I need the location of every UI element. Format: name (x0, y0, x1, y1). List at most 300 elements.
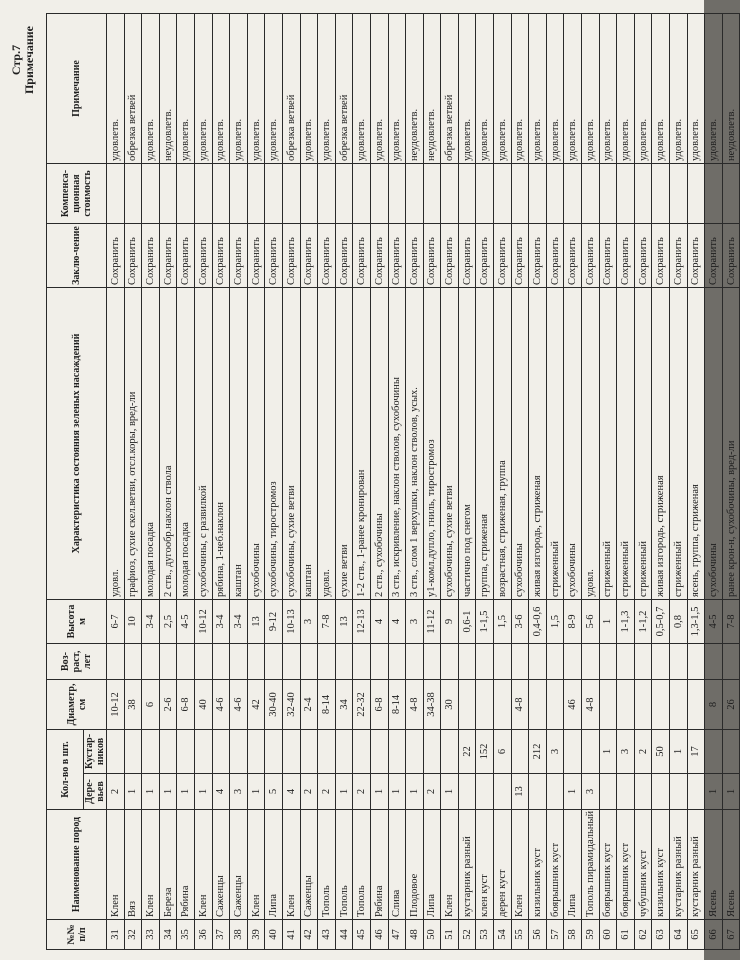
row-characteristic: у1-комл.дупло, гниль, тиростромоз (423, 288, 441, 600)
row-trees: 2 (423, 774, 441, 810)
table-row (705, 14, 723, 950)
row-compensation (652, 164, 670, 224)
row-conclusion: Сохранить (529, 224, 547, 288)
row-height: 8-9 (564, 600, 582, 644)
row-trees: 3 (230, 774, 248, 810)
row-shrubs: 212 (529, 730, 547, 774)
table-row (265, 14, 283, 950)
row-name: Клен (247, 810, 265, 920)
row-num: 35 (177, 920, 195, 950)
row-height: 1,3-1,5 (687, 600, 705, 644)
row-shrubs: 152 (476, 730, 494, 774)
row-compensation (107, 164, 125, 224)
row-trees (546, 774, 564, 810)
table-row (617, 14, 635, 950)
row-age (230, 644, 248, 680)
row-num: 33 (142, 920, 160, 950)
row-trees: 1 (335, 774, 353, 810)
row-note: удовлетв. (194, 14, 212, 164)
row-note: удовлетв. (599, 14, 617, 164)
row-age (124, 644, 142, 680)
table-row (564, 14, 582, 950)
row-shrubs (511, 730, 529, 774)
row-age (582, 644, 600, 680)
row-num: 40 (265, 920, 283, 950)
row-compensation (212, 164, 230, 224)
row-trees (599, 774, 617, 810)
row-diameter: 46 (564, 680, 582, 730)
table-row (546, 14, 564, 950)
row-compensation (546, 164, 564, 224)
row-height: 1-1,2 (634, 600, 652, 644)
row-note: удовлетв. (564, 14, 582, 164)
row-trees: 1 (159, 774, 177, 810)
row-note: удовлетв. (582, 14, 600, 164)
row-characteristic: ясень, группа, стриженая (687, 288, 705, 600)
row-age (370, 644, 388, 680)
row-conclusion: Сохранить (142, 224, 160, 288)
row-diameter (617, 680, 635, 730)
row-height: 2,5 (159, 600, 177, 644)
row-name: Клен (142, 810, 160, 920)
row-height: 1,5 (546, 600, 564, 644)
row-conclusion: Сохранить (318, 224, 336, 288)
row-num: 66 (705, 920, 723, 950)
row-trees: 5 (265, 774, 283, 810)
row-trees: 1 (564, 774, 582, 810)
row-height: 7-8 (722, 600, 740, 644)
row-conclusion: Сохранить (212, 224, 230, 288)
row-conclusion: Сохранить (722, 224, 740, 288)
row-age (423, 644, 441, 680)
row-age (705, 644, 723, 680)
row-characteristic: 2 ств., сухобочины (370, 288, 388, 600)
row-age (441, 644, 459, 680)
row-height: 11-12 (423, 600, 441, 644)
row-characteristic: 3 ств., слом 1 верхушки, наклон стволов, усых. (406, 288, 424, 600)
header-conclusion: Заклю-чение (47, 224, 107, 288)
row-conclusion: Сохранить (705, 224, 723, 288)
row-diameter (458, 680, 476, 730)
row-trees: 2 (300, 774, 318, 810)
row-num: 31 (107, 920, 125, 950)
row-characteristic: сухобочины, тиростромоз (265, 288, 283, 600)
row-conclusion: Сохранить (282, 224, 300, 288)
row-compensation (247, 164, 265, 224)
row-diameter: 30 (441, 680, 459, 730)
table-row (107, 14, 125, 950)
row-conclusion: Сохранить (177, 224, 195, 288)
row-diameter: 42 (247, 680, 265, 730)
row-age (529, 644, 547, 680)
row-note: удовлетв. (318, 14, 336, 164)
row-height: 3 (406, 600, 424, 644)
row-trees: 3 (582, 774, 600, 810)
header-age: Воз-раст, лет (47, 644, 107, 680)
row-conclusion: Сохранить (634, 224, 652, 288)
table-row (687, 14, 705, 950)
row-shrubs (212, 730, 230, 774)
row-num: 67 (722, 920, 740, 950)
row-conclusion: Сохранить (511, 224, 529, 288)
row-age (212, 644, 230, 680)
row-name: Плодовое (406, 810, 424, 920)
header-height: Высота м (47, 600, 107, 644)
row-num: 32 (124, 920, 142, 950)
row-name: кустарник разный (687, 810, 705, 920)
row-compensation (230, 164, 248, 224)
row-height: 1,5 (494, 600, 512, 644)
row-conclusion: Сохранить (582, 224, 600, 288)
row-name: Клен (511, 810, 529, 920)
row-diameter: 32-40 (282, 680, 300, 730)
table-row (159, 14, 177, 950)
table-row (142, 14, 160, 950)
row-diameter: 40 (194, 680, 212, 730)
row-note: неудовлетв. (159, 14, 177, 164)
row-trees: 1 (705, 774, 723, 810)
table-row (511, 14, 529, 950)
row-num: 57 (546, 920, 564, 950)
row-diameter: 4-8 (406, 680, 424, 730)
header-note: Примечание (47, 14, 107, 164)
row-age (564, 644, 582, 680)
row-shrubs (107, 730, 125, 774)
row-name: Тополь (335, 810, 353, 920)
row-characteristic: стриженный (670, 288, 688, 600)
row-conclusion: Сохранить (441, 224, 459, 288)
row-trees: 1 (177, 774, 195, 810)
header-trees: Дере-вьев (84, 774, 107, 810)
row-conclusion: Сохранить (423, 224, 441, 288)
row-compensation (687, 164, 705, 224)
row-num: 48 (406, 920, 424, 950)
row-age (458, 644, 476, 680)
row-height: 1-1,3 (617, 600, 635, 644)
row-age (722, 644, 740, 680)
row-note: удовлетв. (212, 14, 230, 164)
row-shrubs (142, 730, 160, 774)
row-characteristic: удовл. (107, 288, 125, 600)
row-trees: 4 (282, 774, 300, 810)
row-shrubs (318, 730, 336, 774)
row-name: Береза (159, 810, 177, 920)
table-row (476, 14, 494, 950)
row-height: 0,5-0,7 (652, 600, 670, 644)
row-trees (634, 774, 652, 810)
table-row (441, 14, 459, 950)
row-characteristic: 2 ств., дугообр.наклон ствола (159, 288, 177, 600)
row-height: 6-7 (107, 600, 125, 644)
row-characteristic: сухобочины, с развилкой (194, 288, 212, 600)
row-compensation (353, 164, 371, 224)
row-height: 10-12 (194, 600, 212, 644)
row-compensation (124, 164, 142, 224)
row-age (687, 644, 705, 680)
row-trees (529, 774, 547, 810)
row-name: Рябина (370, 810, 388, 920)
row-characteristic: каштан (300, 288, 318, 600)
row-note: удовлетв. (529, 14, 547, 164)
row-note: обрезка ветвей (441, 14, 459, 164)
row-characteristic: каштан (230, 288, 248, 600)
table-row (318, 14, 336, 950)
row-height: 3 (300, 600, 318, 644)
row-trees (494, 774, 512, 810)
row-num: 36 (194, 920, 212, 950)
row-note: удовлетв. (476, 14, 494, 164)
row-num: 53 (476, 920, 494, 950)
row-name: Саженцы (230, 810, 248, 920)
row-shrubs: 3 (546, 730, 564, 774)
row-conclusion: Сохранить (335, 224, 353, 288)
row-shrubs (722, 730, 740, 774)
row-height: 0,6-1 (458, 600, 476, 644)
row-age (634, 644, 652, 680)
row-trees: 1 (388, 774, 406, 810)
row-note: удовлетв. (546, 14, 564, 164)
row-compensation (441, 164, 459, 224)
row-height: 12-13 (353, 600, 371, 644)
row-name: Липа (423, 810, 441, 920)
row-note: удовлетв. (670, 14, 688, 164)
row-name: Клен (282, 810, 300, 920)
row-diameter: 6-8 (370, 680, 388, 730)
row-diameter: 8-14 (318, 680, 336, 730)
row-age (335, 644, 353, 680)
row-diameter (652, 680, 670, 730)
row-characteristic: группа, стриженая (476, 288, 494, 600)
row-age (476, 644, 494, 680)
row-shrubs (406, 730, 424, 774)
row-height: 0,8 (670, 600, 688, 644)
row-shrubs (194, 730, 212, 774)
row-height: 0,4-0,6 (529, 600, 547, 644)
row-characteristic: ранее крон-н, сухобочины, вред-ли (722, 288, 740, 600)
row-num: 64 (670, 920, 688, 950)
row-note: удовлетв. (247, 14, 265, 164)
table-body (107, 14, 740, 950)
row-characteristic: сухобочины (247, 288, 265, 600)
row-diameter: 4-6 (212, 680, 230, 730)
row-name: кустарник разный (458, 810, 476, 920)
row-trees: 1 (194, 774, 212, 810)
row-conclusion: Сохранить (599, 224, 617, 288)
row-compensation (282, 164, 300, 224)
row-compensation (300, 164, 318, 224)
table-row (406, 14, 424, 950)
row-conclusion: Сохранить (687, 224, 705, 288)
row-shrubs (564, 730, 582, 774)
row-name: Вяз (124, 810, 142, 920)
row-name: боярышник куст (599, 810, 617, 920)
row-conclusion: Сохранить (265, 224, 283, 288)
row-height: 4-5 (705, 600, 723, 644)
row-num: 47 (388, 920, 406, 950)
row-num: 59 (582, 920, 600, 950)
row-trees: 1 (247, 774, 265, 810)
row-conclusion: Сохранить (159, 224, 177, 288)
row-conclusion: Сохранить (670, 224, 688, 288)
row-trees: 1 (441, 774, 459, 810)
row-name: Клен (107, 810, 125, 920)
row-diameter: 30-40 (265, 680, 283, 730)
row-height: 4 (388, 600, 406, 644)
row-trees (652, 774, 670, 810)
row-diameter: 38 (124, 680, 142, 730)
table-row (124, 14, 142, 950)
row-age (388, 644, 406, 680)
row-trees: 2 (353, 774, 371, 810)
row-num: 62 (634, 920, 652, 950)
row-height: 3-4 (142, 600, 160, 644)
row-height: 4-5 (177, 600, 195, 644)
row-note: неудовлетв. (423, 14, 441, 164)
row-compensation (194, 164, 212, 224)
row-age (265, 644, 283, 680)
page-number: Стр.7 (9, 44, 23, 76)
row-num: 51 (441, 920, 459, 950)
header-num: №№ п/п (47, 920, 107, 950)
row-age (247, 644, 265, 680)
row-shrubs: 6 (494, 730, 512, 774)
row-compensation (265, 164, 283, 224)
row-num: 52 (458, 920, 476, 950)
row-age (142, 644, 160, 680)
row-compensation (617, 164, 635, 224)
row-age (282, 644, 300, 680)
row-characteristic: молодая посадка (142, 288, 160, 600)
row-compensation (142, 164, 160, 224)
row-note: удовлетв. (142, 14, 160, 164)
row-num: 65 (687, 920, 705, 950)
row-name: чубушник куст (634, 810, 652, 920)
row-diameter: 6-8 (177, 680, 195, 730)
row-characteristic: стриженный (546, 288, 564, 600)
row-shrubs: 22 (458, 730, 476, 774)
row-compensation (476, 164, 494, 224)
row-name: Ясень (722, 810, 740, 920)
row-compensation (582, 164, 600, 224)
table-row (388, 14, 406, 950)
row-trees (617, 774, 635, 810)
row-characteristic: стриженный (599, 288, 617, 600)
row-shrubs (370, 730, 388, 774)
row-note: удовлетв. (177, 14, 195, 164)
table-row (652, 14, 670, 950)
row-compensation (388, 164, 406, 224)
row-conclusion: Сохранить (370, 224, 388, 288)
row-compensation (370, 164, 388, 224)
row-compensation (335, 164, 353, 224)
row-compensation (564, 164, 582, 224)
row-compensation (722, 164, 740, 224)
row-trees: 1 (722, 774, 740, 810)
table-row (247, 14, 265, 950)
row-diameter (599, 680, 617, 730)
table-row (458, 14, 476, 950)
row-age (300, 644, 318, 680)
row-num: 43 (318, 920, 336, 950)
row-compensation (458, 164, 476, 224)
row-height: 5-6 (582, 600, 600, 644)
row-conclusion: Сохранить (494, 224, 512, 288)
table-row (177, 14, 195, 950)
row-name: кизильник куст (652, 810, 670, 920)
row-note: удовлетв. (370, 14, 388, 164)
row-characteristic: частично под снегом (458, 288, 476, 600)
row-diameter: 34-38 (423, 680, 441, 730)
row-diameter (546, 680, 564, 730)
row-shrubs (441, 730, 459, 774)
row-num: 58 (564, 920, 582, 950)
row-note: удовлетв. (353, 14, 371, 164)
table-row (582, 14, 600, 950)
row-diameter: 26 (722, 680, 740, 730)
row-height: 3-6 (511, 600, 529, 644)
row-num: 37 (212, 920, 230, 950)
row-trees (476, 774, 494, 810)
row-num: 42 (300, 920, 318, 950)
row-note: удовлетв. (511, 14, 529, 164)
row-trees: 1 (142, 774, 160, 810)
row-conclusion: Сохранить (353, 224, 371, 288)
row-name: кустарник разный (670, 810, 688, 920)
table-row (599, 14, 617, 950)
row-shrubs: 50 (652, 730, 670, 774)
row-num: 56 (529, 920, 547, 950)
page-note-header: Примечание (22, 26, 36, 95)
row-height: 10-13 (282, 600, 300, 644)
row-compensation (423, 164, 441, 224)
row-height: 9 (441, 600, 459, 644)
row-trees: 4 (212, 774, 230, 810)
row-shrubs (282, 730, 300, 774)
row-characteristic: стриженный (634, 288, 652, 600)
row-note: обрезка ветвей (124, 14, 142, 164)
row-name: Слива (388, 810, 406, 920)
row-compensation (599, 164, 617, 224)
row-num: 60 (599, 920, 617, 950)
row-characteristic: рябина, 1-неб.наклон (212, 288, 230, 600)
row-shrubs (353, 730, 371, 774)
row-compensation (159, 164, 177, 224)
row-shrubs: 1 (670, 730, 688, 774)
row-age (670, 644, 688, 680)
row-diameter (476, 680, 494, 730)
row-note: неудовлетв. (406, 14, 424, 164)
row-height: 1-1,5 (476, 600, 494, 644)
row-trees: 13 (511, 774, 529, 810)
row-age (177, 644, 195, 680)
row-name: Тополь (318, 810, 336, 920)
row-num: 61 (617, 920, 635, 950)
row-diameter (687, 680, 705, 730)
row-shrubs: 1 (599, 730, 617, 774)
row-age (617, 644, 635, 680)
row-note: удовлетв. (705, 14, 723, 164)
row-conclusion: Сохранить (564, 224, 582, 288)
row-height: 10 (124, 600, 142, 644)
row-shrubs (705, 730, 723, 774)
row-age (159, 644, 177, 680)
row-trees (458, 774, 476, 810)
row-conclusion: Сохранить (107, 224, 125, 288)
header-characteristic: Характеристика состояния зеленых насаждений (47, 288, 107, 600)
row-conclusion: Сохранить (388, 224, 406, 288)
row-diameter: 22-32 (353, 680, 371, 730)
table-row (282, 14, 300, 950)
